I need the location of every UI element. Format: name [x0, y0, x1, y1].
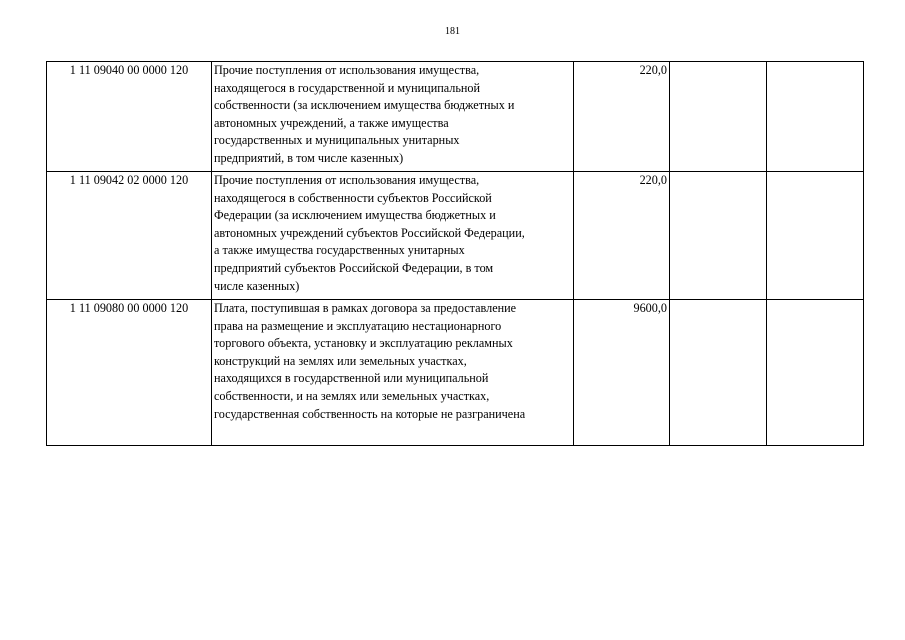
revenue-table — [46, 61, 864, 446]
budget-code-cell: 1 11 09080 00 0000 120 — [47, 300, 212, 446]
empty-cell — [670, 62, 767, 172]
table-row — [47, 300, 864, 446]
table-row — [47, 172, 864, 300]
description-cell: Прочие поступления от использования имущества, находящегося в собственности субъектов Российской Федерации (за исключением имущества бюджетных и автономных учреждений субъектов Российской Федерации, а также имущества государственных унитарных предприятий субъектов Российской Федерации, в том числе казенных) — [212, 172, 574, 300]
amount-cell: 9600,0 — [574, 300, 670, 446]
table-row — [47, 62, 864, 172]
empty-cell — [670, 172, 767, 300]
empty-cell — [670, 300, 767, 446]
budget-code-cell: 1 11 09042 02 0000 120 — [47, 172, 212, 300]
description-cell: Прочие поступления от использования имущества, находящегося в государственной и муниципальной собственности (за исключением имущества бюджетных и автономных учреждений, а также имущества государственных и муниципальных унитарных предприятий, в том числе казенных) — [212, 62, 574, 172]
description-cell: Плата, поступившая в рамках договора за предоставление права на размещение и эксплуатацию нестационарного торгового объекта, установку и эксплуатацию рекламных конструкций на землях или земельных участках, находящихся в государственной или муниципальной собственности, и на землях или земельных участках, государственная собственность на которые не разграничена — [212, 300, 574, 446]
budget-code-cell: 1 11 09040 00 0000 120 — [47, 62, 212, 172]
amount-cell: 220,0 — [574, 62, 670, 172]
page-number: 181 — [445, 26, 460, 37]
empty-cell — [767, 172, 864, 300]
amount-cell: 220,0 — [574, 172, 670, 300]
empty-cell — [767, 300, 864, 446]
empty-cell — [767, 62, 864, 172]
